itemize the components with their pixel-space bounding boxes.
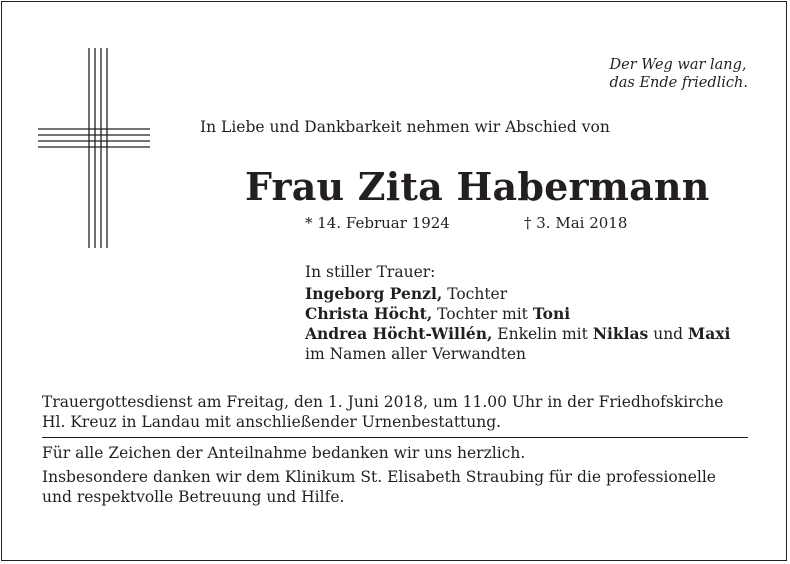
- mourners-closing: im Namen aller Verwandten: [305, 345, 526, 363]
- service-text: Trauergottesdienst am Freitag, den 1. Juni 2018, um 11.00 Uhr in der Friedhofskirche Hl. Kreuz in Landau mit anschließender Urnenbestattung.: [42, 393, 724, 431]
- death-date: † 3. Mai 2018: [524, 214, 628, 232]
- divider: [42, 437, 748, 438]
- mourners-heading: In stiller Trauer:: [305, 263, 436, 281]
- life-dates: [305, 214, 628, 232]
- mourner-extra-name: Niklas: [592, 324, 649, 343]
- mourner-row: [305, 304, 730, 324]
- mourner-name: Ingeborg Penzl,: [305, 284, 443, 303]
- thanks-line-2: Insbesondere danken wir dem Klinikum St. Elisabeth Straubing für die professionelle und respektvolle Betreuung und Hilfe.: [42, 468, 716, 506]
- mourner-row: [305, 324, 730, 344]
- mourner-row: [305, 284, 730, 304]
- mourner-name: Christa Höcht,: [305, 304, 433, 323]
- cross-icon: [38, 48, 178, 248]
- mourner-relation: Tochter: [442, 285, 508, 303]
- mourner-extra-name: Maxi: [688, 324, 731, 343]
- motto-line-1: Der Weg war lang,: [609, 57, 747, 73]
- thanks-block: [42, 443, 748, 507]
- deceased-name: Frau Zita Habermann: [245, 164, 710, 209]
- motto-line-2: das Ende friedlich.: [609, 75, 748, 91]
- motto: [609, 56, 748, 92]
- intro-text: In Liebe und Dankbarkeit nehmen wir Abschied von: [200, 118, 610, 136]
- mourner-relation: Tochter mit: [432, 305, 533, 323]
- mourner-name: Andrea Höcht-Willén,: [305, 324, 493, 343]
- mourner-connector: und: [648, 325, 689, 343]
- thanks-line-1: Für alle Zeichen der Anteilnahme bedanken wir uns herzlich.: [42, 444, 526, 462]
- birth-date: * 14. Februar 1924: [305, 214, 450, 232]
- mourner-extra-name: Toni: [532, 304, 571, 323]
- mourners-block: [305, 262, 730, 364]
- mourner-relation: Enkelin mit: [492, 325, 593, 343]
